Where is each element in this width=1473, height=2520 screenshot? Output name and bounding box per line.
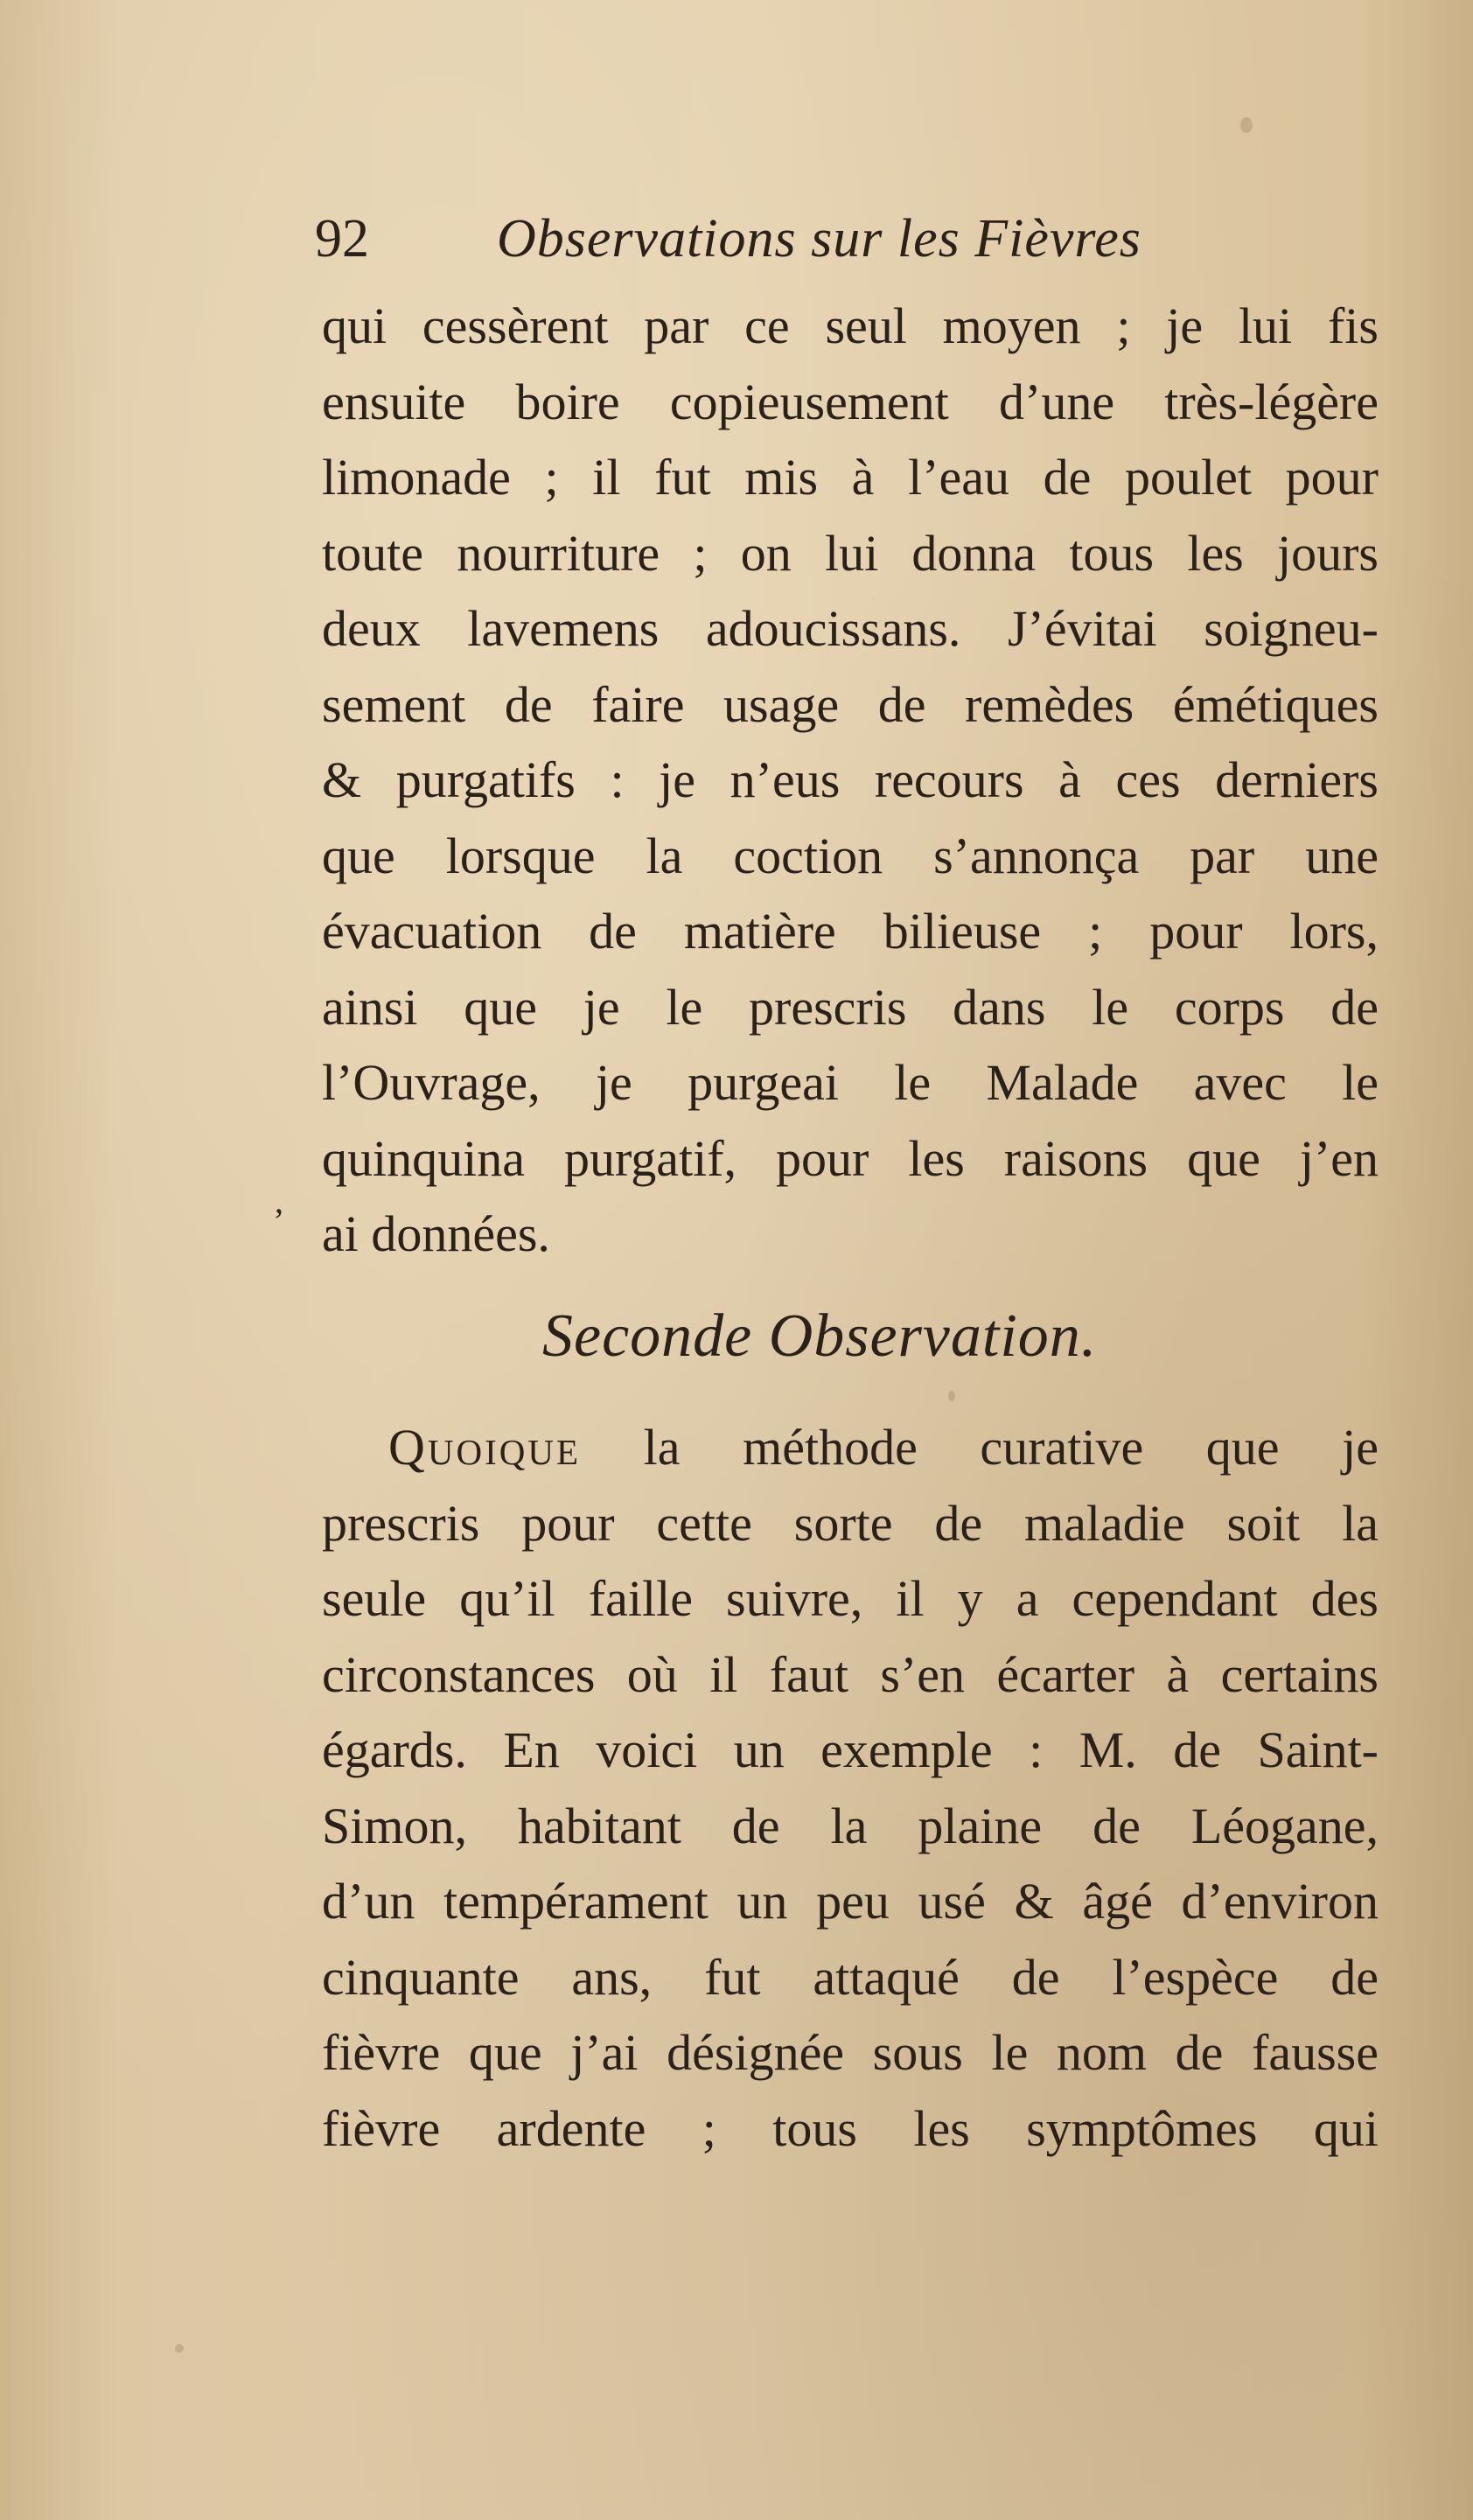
section-title: Seconde Observation. (542, 1302, 1098, 1370)
text-line-first (322, 1410, 1379, 1486)
text-line: seule qu’il faille suivre, il y a cependant des (322, 1570, 1379, 1627)
text-line: fièvre que j’ai désignée sous le nom de fausse (322, 2024, 1379, 2081)
text-line: & purgatifs : je n’eus recours à ces derniers (322, 751, 1379, 808)
page-number: 92 (315, 209, 369, 269)
text-line: circonstances où il faut s’en écarter à certains (322, 1645, 1379, 1703)
text-line: ensuite boire copieusement d’une très-légère (322, 373, 1379, 430)
text-line: l’Ouvrage, je purgeai le Malade avec le (322, 1054, 1379, 1111)
text-line: qui cessèrent par ce seul moyen ; je lui fis (322, 297, 1379, 354)
text-line: cinquante ans, fut attaqué de l’espèce de (322, 1948, 1379, 2006)
text-line: fièvre ardente ; tous les symptômes qui (322, 2099, 1379, 2157)
text-line: quinquina purgatif, pour les raisons que j’en (322, 1129, 1379, 1187)
margin-mark: ’ (273, 1201, 285, 1240)
text-line: ai données. (322, 1205, 550, 1262)
text-line: que lorsque la coction s’annonça par une (322, 827, 1379, 884)
text-line: ainsi que je le prescris dans le corps de (322, 978, 1379, 1036)
paper-stain (175, 2344, 184, 2353)
text-line: toute nourriture ; on lui donna tous les jours (322, 524, 1379, 582)
text-line-rest: la méthode curative que je (643, 1419, 1379, 1476)
running-header (315, 199, 1190, 278)
paper-stain (948, 1391, 955, 1401)
paragraph-1 (322, 289, 1379, 1273)
text-line: Simon, habitant de la plaine de Léogane, (322, 1797, 1379, 1854)
paragraph-2 (322, 1410, 1379, 2167)
text-line: prescris pour cette sorte de maladie soit la (322, 1494, 1379, 1552)
running-title: Observations sur les Fièvres (497, 209, 1141, 269)
text-line: limonade ; il fut mis à l’eau de poulet pour (322, 449, 1379, 506)
opening-word: Quoique (388, 1419, 582, 1476)
paper-stain (1240, 117, 1253, 133)
text-line: égards. En voici un exemple : M. de Saint- (322, 1721, 1379, 1778)
text-line: sement de faire usage de remèdes émétiques (322, 675, 1379, 733)
text-line: d’un tempérament un peu usé & âgé d’environ (322, 1873, 1379, 1930)
text-line: évacuation de matière bilieuse ; pour lors, (322, 903, 1379, 960)
text-line: deux lavemens adoucissans. J’évitai soigneu- (322, 600, 1379, 657)
